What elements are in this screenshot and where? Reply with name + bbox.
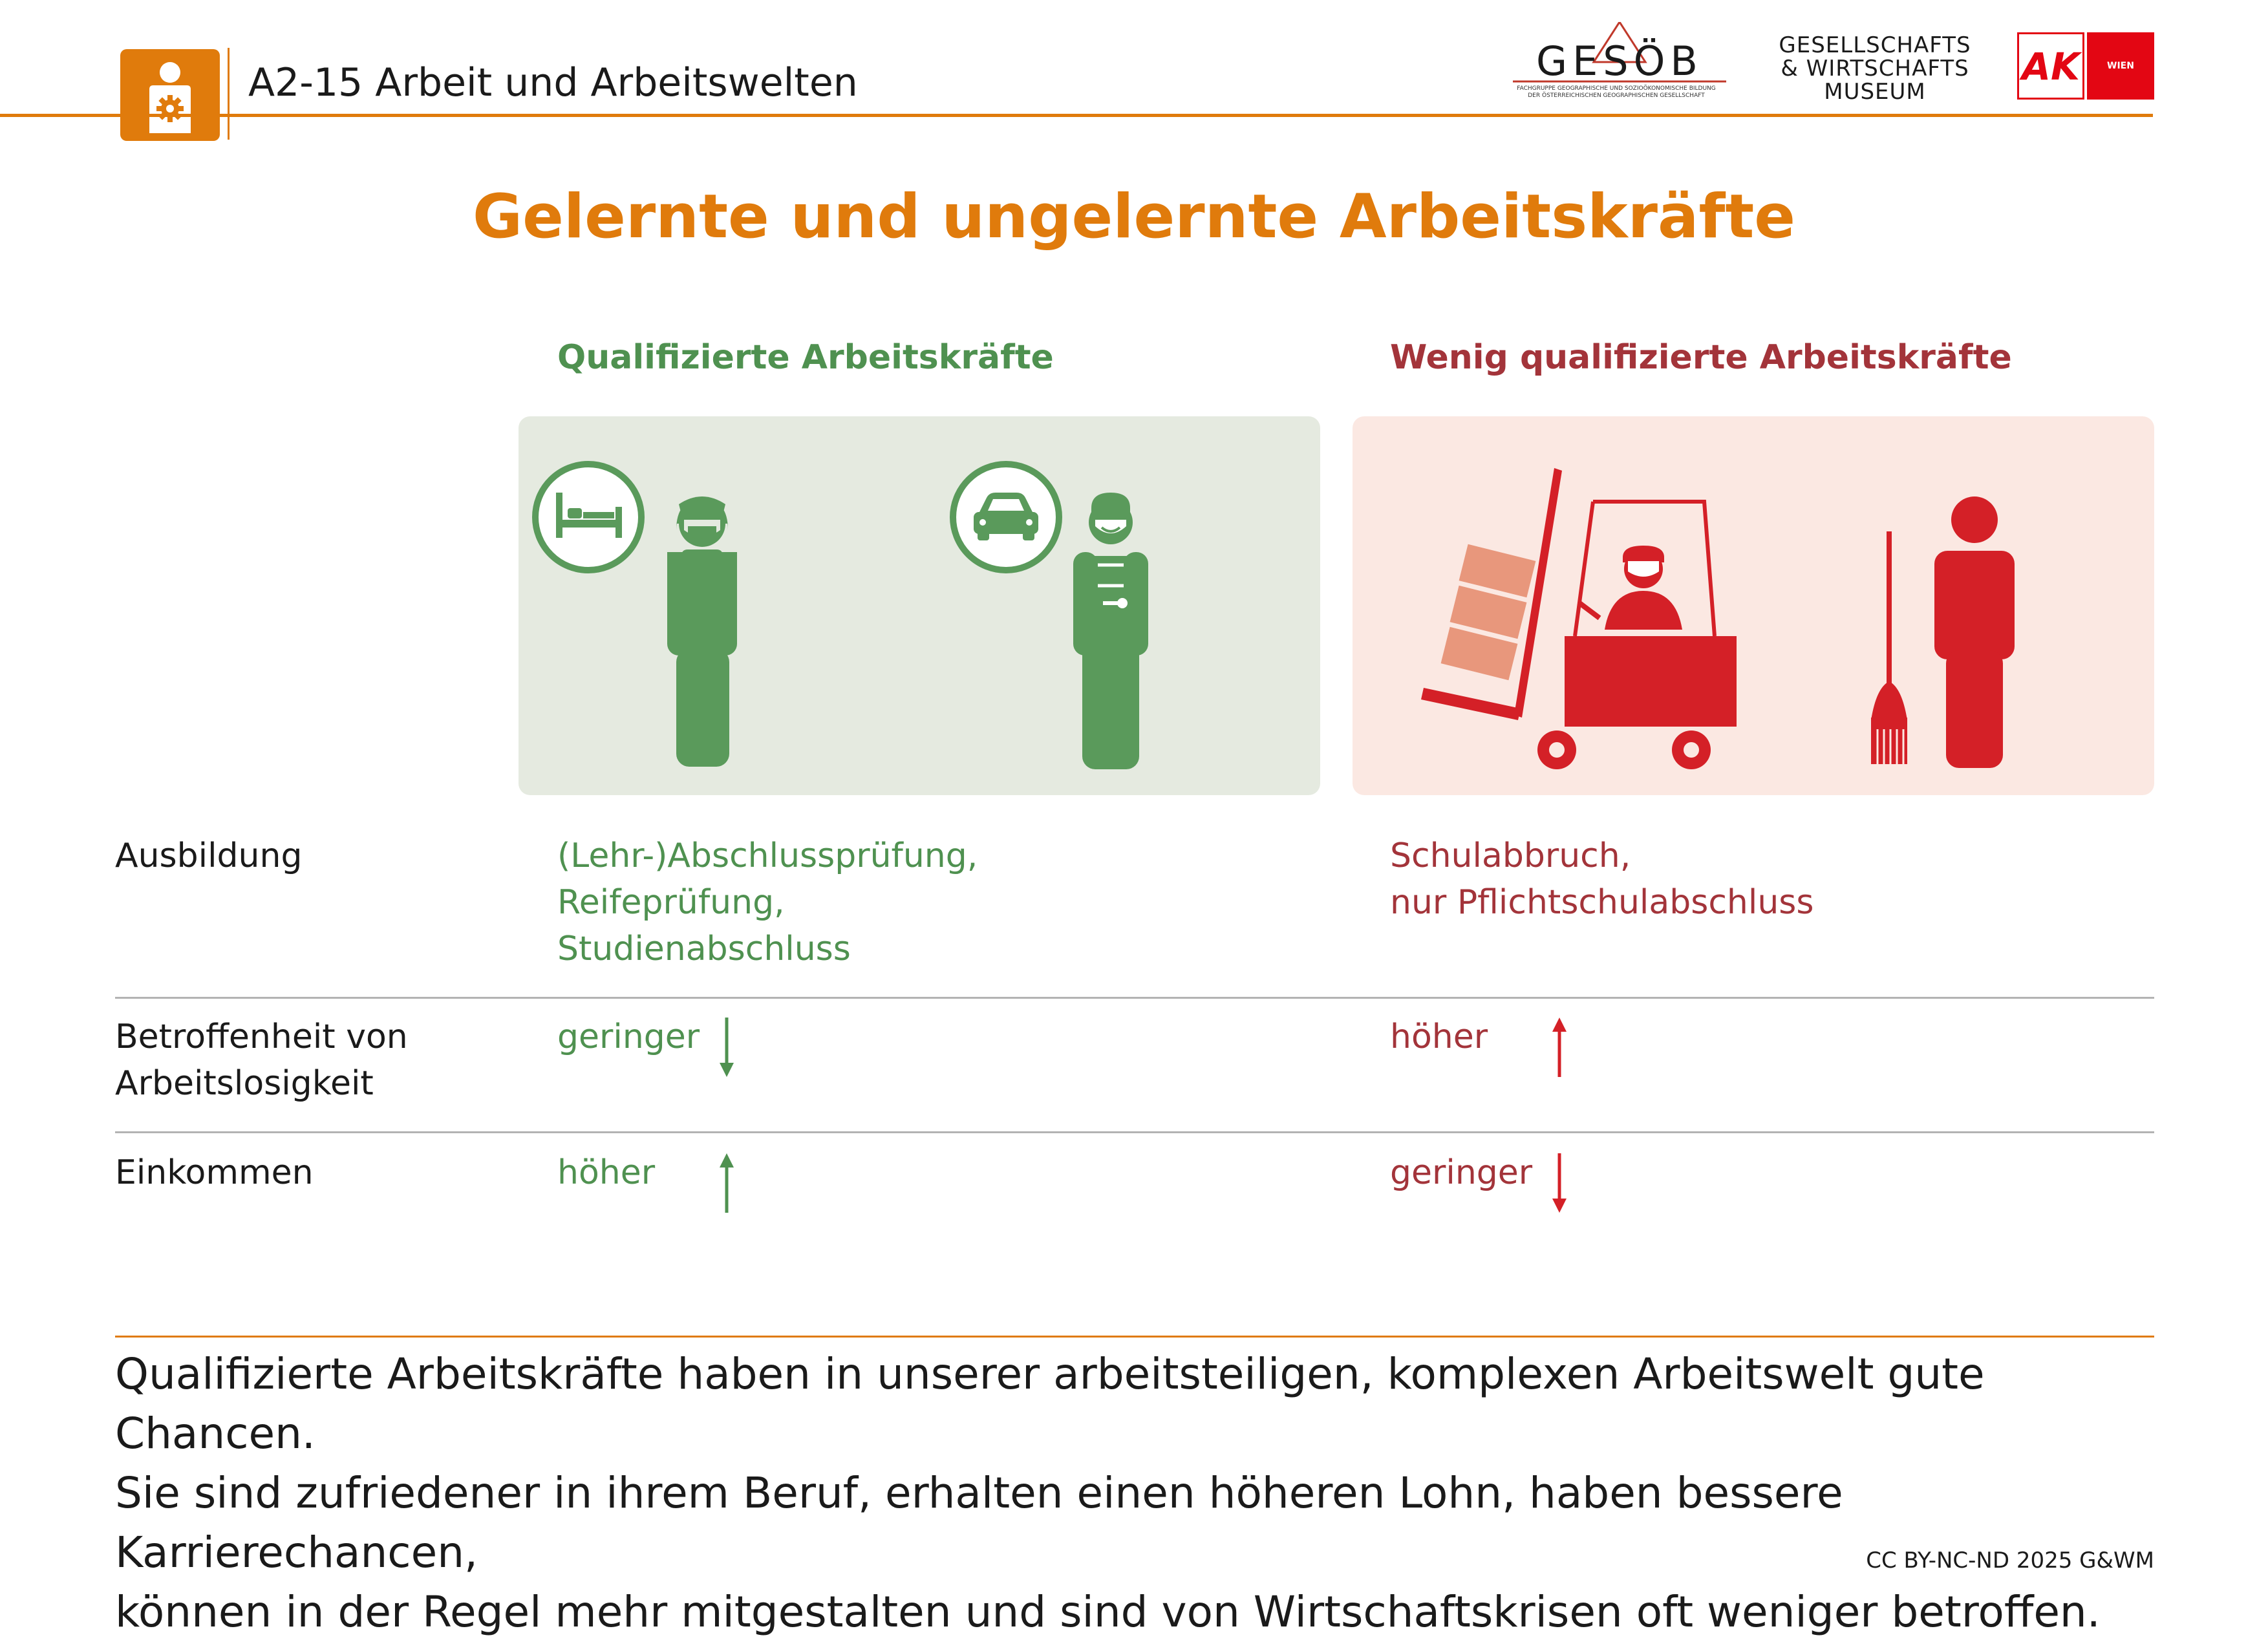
arrow-down-icon	[1546, 1152, 1572, 1214]
page-title: Gelernte und ungelernte Arbeitskräfte	[472, 182, 1796, 252]
car-icon	[953, 464, 1059, 570]
nurse-figure-icon	[667, 496, 737, 767]
forklift-driver-icon	[1421, 468, 1737, 769]
unqualified-unemployment: höher	[1390, 1018, 1488, 1056]
qualified-panel	[519, 416, 1320, 795]
unqualified-illustration	[1353, 416, 2154, 795]
worker-gear-icon	[120, 49, 220, 141]
summary-line: Qualifizierte Arbeitskräfte haben in unserer arbeitsteiligen, komplexen Arbeitswelt gute Chancen.	[115, 1349, 1985, 1458]
row-label-arbeitslosigkeit: Betroffenheit von Arbeitslosigkeit	[115, 1018, 408, 1103]
unqualified-income: geringer	[1390, 1153, 1533, 1192]
summary-text	[115, 1345, 2171, 1642]
qualified-income: höher	[557, 1153, 656, 1192]
arrow-up-icon	[1546, 1016, 1572, 1078]
qualified-unemployment: geringer	[557, 1018, 700, 1056]
museum-logo	[1771, 34, 1978, 103]
svg-text:GESÖB: GESÖB	[1536, 37, 1703, 85]
arrow-down-icon	[714, 1016, 740, 1078]
museum-line: MUSEUM	[1824, 79, 1926, 105]
worker-figure-icon	[1934, 496, 2015, 768]
mechanic-figure-icon	[1073, 493, 1148, 769]
header-rule	[0, 114, 2153, 117]
gesoeb-subtitle: FACHGRUPPE GEOGRAPHISCHE UND SOZIOÖKONOMISCHE BILDUNG DER ÖSTERREICHISCHEN GEOGRAPHISCHEN GESELLSCHAFT	[1517, 85, 1716, 99]
header-divider	[228, 48, 230, 140]
row-divider	[115, 1131, 2154, 1133]
row-label-ausbildung: Ausbildung	[115, 837, 303, 875]
ak-logo-text: AK	[2022, 45, 2080, 89]
text-divider	[115, 1336, 2154, 1338]
wien-logo-text: WIEN	[2107, 61, 2134, 71]
unqualified-panel	[1353, 416, 2154, 795]
qualified-education: (Lehr-)Abschlussprüfung, Reifeprüfung, Studienabschluss	[557, 837, 978, 968]
license-footer: CC BY-NC-ND 2025 G&WM	[1866, 1548, 2154, 1573]
museum-line: & WIRTSCHAFTS	[1781, 56, 1969, 81]
module-icon	[120, 49, 220, 141]
hospital-bed-icon	[535, 464, 641, 570]
row-label-einkommen: Einkommen	[115, 1153, 314, 1192]
qualified-illustration	[519, 416, 1320, 795]
module-title: A2-15 Arbeit und Arbeitswelten	[248, 60, 858, 105]
arrow-up-icon	[714, 1152, 740, 1214]
museum-line: GESELLSCHAFTS	[1779, 32, 1971, 58]
summary-line: Sie sind zufriedener in ihrem Beruf, erhalten einen höheren Lohn, haben bessere Karrierechancen,	[115, 1468, 1843, 1577]
row-divider	[115, 997, 2154, 999]
broom-icon	[1871, 531, 1907, 764]
unqualified-heading: Wenig qualifizierte Arbeitskräfte	[1390, 338, 2012, 377]
summary-line: können in der Regel mehr mitgestalten und sind von Wirtschaftskrisen oft weniger betroffen.	[115, 1587, 2101, 1637]
qualified-heading: Qualifizierte Arbeitskräfte	[557, 338, 1054, 377]
unqualified-education: Schulabbruch, nur Pflichtschulabschluss	[1390, 837, 1814, 922]
